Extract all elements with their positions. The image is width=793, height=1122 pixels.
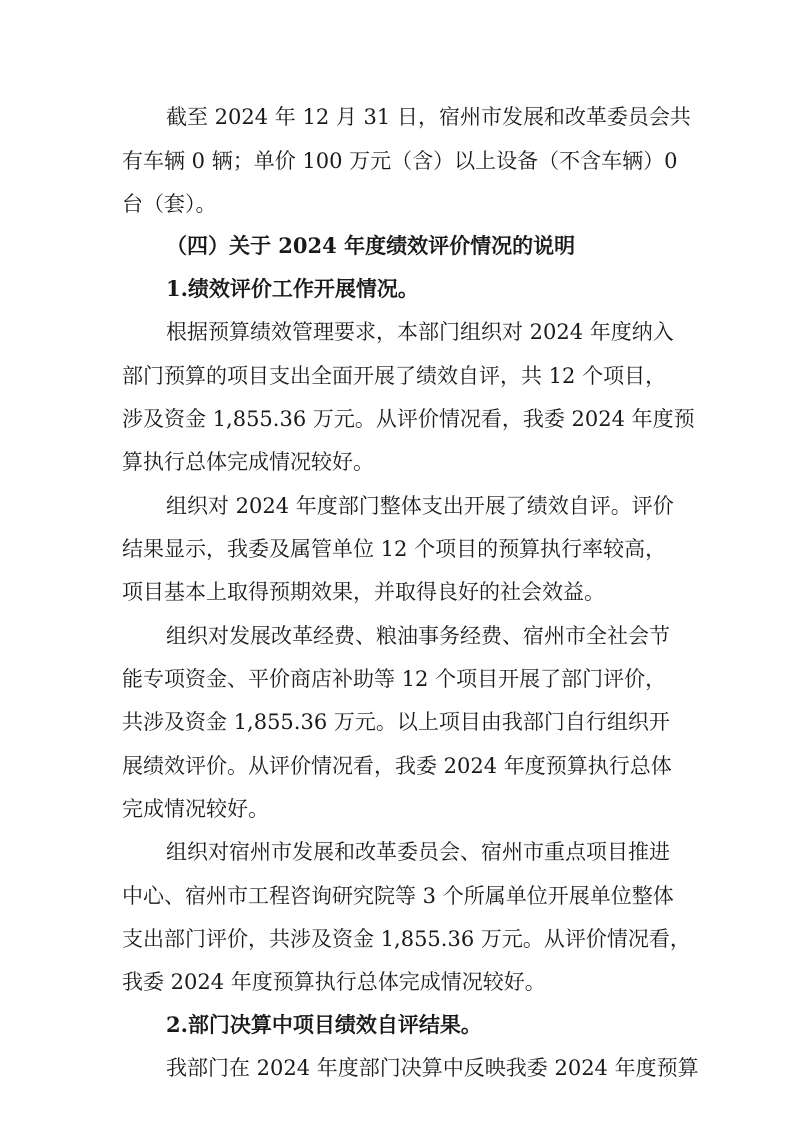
paragraph-department-evaluation-line-4: 展绩效评价。从评价情况看，我委 2024 年度预算执行总体 <box>122 754 672 778</box>
paragraph-overall-spending-line-2: 结果显示，我委及属管单位 12 个项目的预算执行率较高， <box>122 537 667 561</box>
paragraph-vehicles-line-1: 截至 2024 年 12 月 31 日，宿州市发展和改革委员会共 <box>166 105 691 129</box>
subheading-self-evaluation-results: 2.部门决算中项目绩效自评结果。 <box>166 1012 482 1037</box>
paragraph-self-evaluation-line-1: 根据预算绩效管理要求，本部门组织对 2024 年度纳入 <box>166 320 674 344</box>
paragraph-overall-spending-line-1: 组织对 2024 年度部门整体支出开展了绩效自评。评价 <box>166 494 674 518</box>
paragraph-self-evaluation-line-2: 部门预算的项目支出全面开展了绩效自评，共 12 个项目， <box>122 364 667 388</box>
paragraph-overall-spending-line-3: 项目基本上取得预期效果，并取得良好的社会效益。 <box>122 580 605 604</box>
paragraph-department-evaluation-line-2: 能专项资金、平价商店补助等 12 个项目开展了部门评价， <box>122 667 667 691</box>
paragraph-unit-evaluation-line-3: 支出部门评价，共涉及资金 1,855.36 万元。从评价情况看， <box>122 927 691 951</box>
paragraph-department-evaluation-line-5: 完成情况较好。 <box>122 797 269 821</box>
paragraph-unit-evaluation-line-1: 组织对宿州市发展和改革委员会、宿州市重点项目推进 <box>166 840 670 864</box>
paragraph-department-evaluation-line-1: 组织对发展改革经费、粮油事务经费、宿州市全社会节 <box>166 624 670 648</box>
paragraph-vehicles-line-2: 有车辆 0 辆；单价 100 万元（含）以上设备（不含车辆）0 <box>122 149 678 173</box>
paragraph-self-evaluation-line-3: 涉及资金 1,855.36 万元。从评价情况看，我委 2024 年度预 <box>122 407 695 431</box>
section-heading-performance-evaluation: （四）关于 2024 年度绩效评价情况的说明 <box>166 233 576 258</box>
paragraph-department-evaluation-line-3: 共涉及资金 1,855.36 万元。以上项目由我部门自行组织开 <box>122 710 670 734</box>
paragraph-vehicles-line-3: 台（套）。 <box>122 192 217 216</box>
subheading-evaluation-work: 1.绩效评价工作开展情况。 <box>166 276 419 301</box>
paragraph-unit-evaluation-line-4: 我委 2024 年度预算执行总体完成情况较好。 <box>122 970 546 994</box>
paragraph-final-accounts-line-1: 我部门在 2024 年度部门决算中反映我委 2024 年度预算 <box>166 1056 699 1080</box>
paragraph-self-evaluation-line-4: 算执行总体完成情况较好。 <box>122 450 374 474</box>
paragraph-unit-evaluation-line-2: 中心、宿州市工程咨询研究院等 3 个所属单位开展单位整体 <box>122 884 674 908</box>
